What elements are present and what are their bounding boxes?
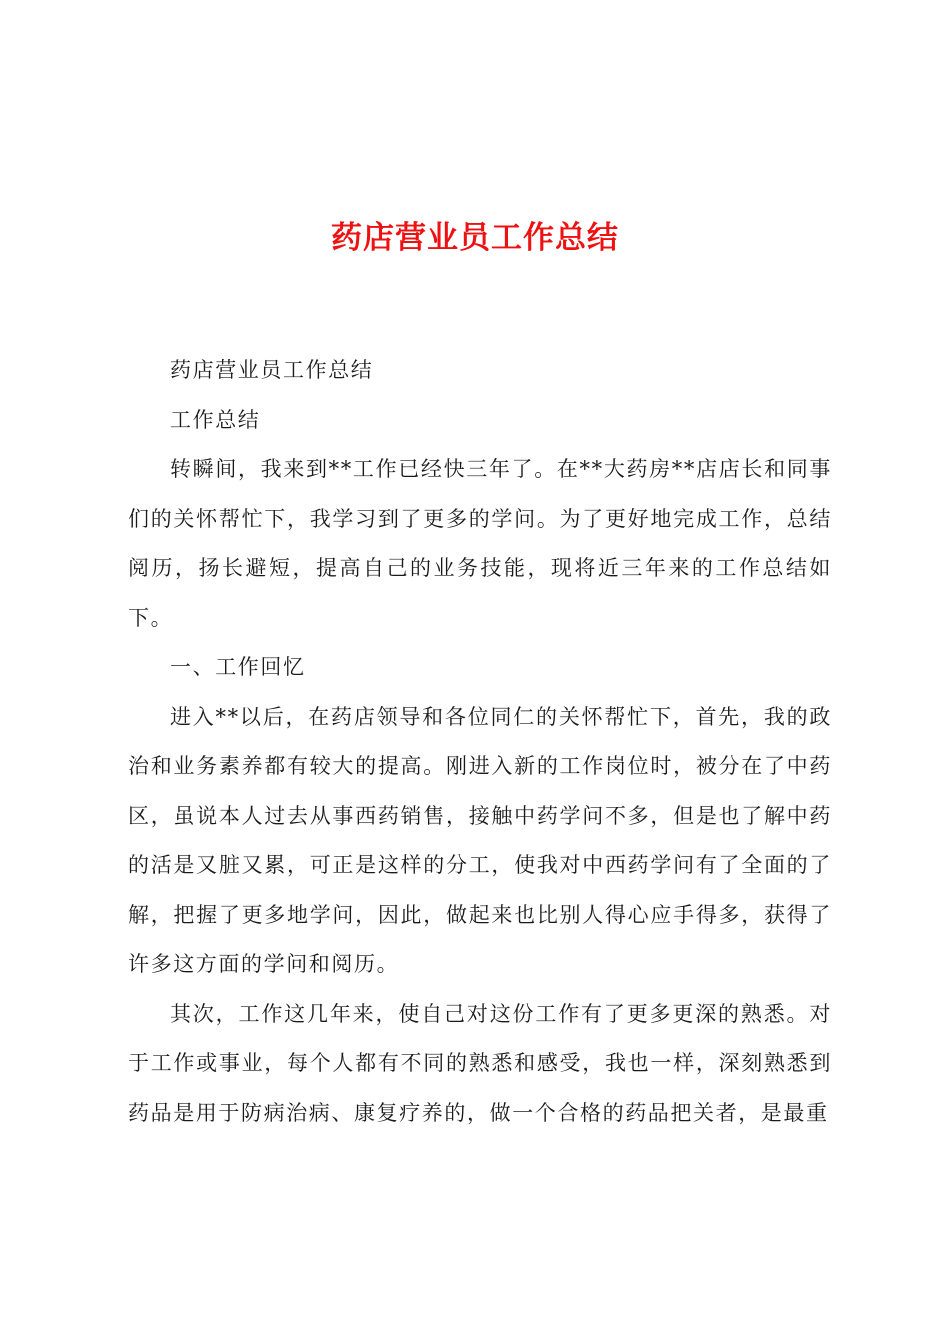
document-body <box>128 346 832 1138</box>
paragraph-review-first: 进入**以后，在药店领导和各位同仁的关怀帮忙下，首先，我的政治和业务素养都有较大的提高。刚进入新的工作岗位时，被分在了中药区，虽说本人过去从事西药销售，接触中药学问不多，但是也了解中药的活是又脏又累，可正是这样的分工，使我对中西药学问有了全面的了解，把握了更多地学问，因此，做起来也比别人得心应手得多，获得了许多这方面的学问和阅历。 <box>128 704 832 976</box>
paragraph-intro: 转瞬间，我来到**工作已经快三年了。在**大药房**店店长和同事们的关怀帮忙下，我学习到了更多的学问。为了更好地完成工作，总结阅历，扬长避短，提高自己的业务技能，现将近三年来的工作总结如下。 <box>128 457 832 630</box>
document-title: 药店营业员工作总结 <box>331 220 619 256</box>
paragraph-heading: 药店营业员工作总结 <box>170 358 374 382</box>
paragraph-review-second: 其次，工作这几年来，使自己对这份工作有了更多更深的熟悉。对于工作或事业，每个人都有不同的熟悉和感受，我也一样，深刻熟悉到药品是用于防病治病、康复疗养的，做一个合格的药品把关者，是最重 <box>128 1001 832 1125</box>
paragraph-subheading: 工作总结 <box>170 407 261 432</box>
section-heading-review: 一、工作回忆 <box>170 655 306 679</box>
